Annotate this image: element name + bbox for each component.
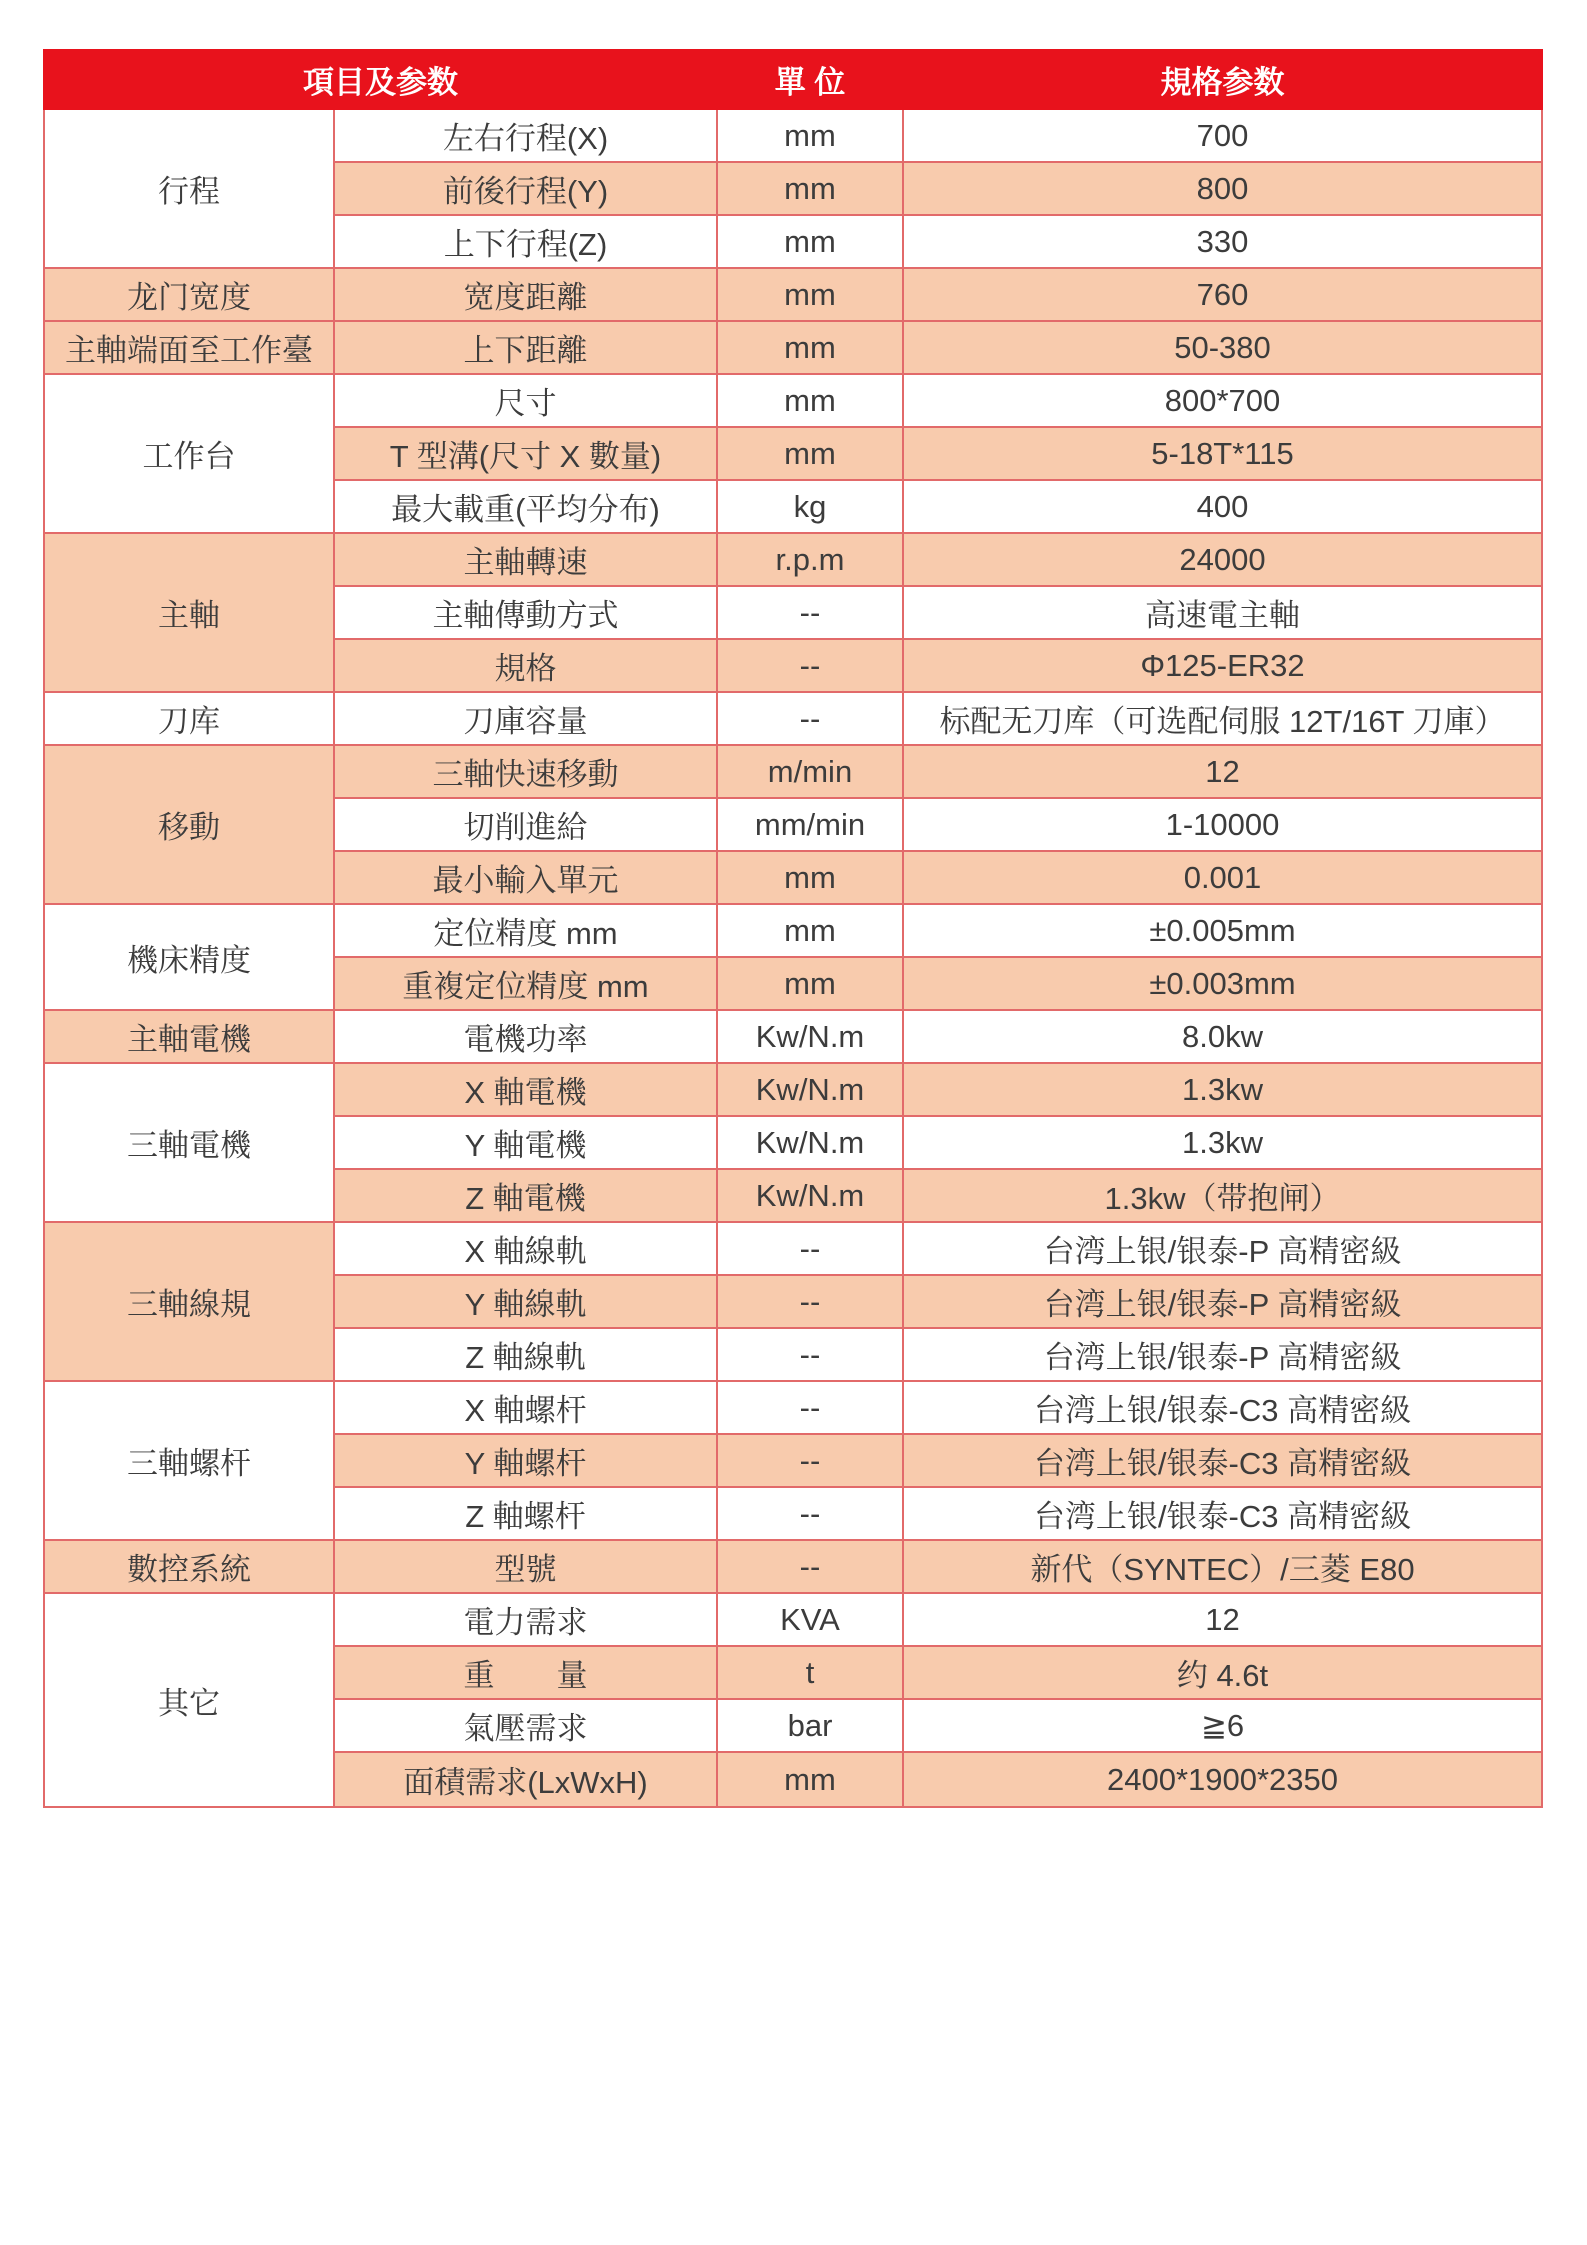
unit-cell: m/min xyxy=(717,745,903,798)
table-row xyxy=(44,1010,1542,1063)
spec-cell: ≧6 xyxy=(903,1699,1542,1752)
unit-cell: mm xyxy=(717,268,903,321)
unit-cell: mm xyxy=(717,1752,903,1807)
unit-cell: -- xyxy=(717,639,903,692)
spec-cell: 330 xyxy=(903,215,1542,268)
item-cell: Y 軸電機 xyxy=(334,1116,717,1169)
item-cell: Z 軸線軌 xyxy=(334,1328,717,1381)
spec-cell: 台湾上银/银泰-C3 高精密級 xyxy=(903,1381,1542,1434)
item-cell: 面積需求(LxWxH) xyxy=(334,1752,717,1807)
group-label: 機床精度 xyxy=(44,904,334,1010)
spec-cell: Φ125-ER32 xyxy=(903,639,1542,692)
group-label: 行程 xyxy=(44,109,334,268)
item-cell: 前後行程(Y) xyxy=(334,162,717,215)
spec-cell: 1.3kw（带抱闸） xyxy=(903,1169,1542,1222)
unit-cell: mm xyxy=(717,374,903,427)
spec-cell: 0.001 xyxy=(903,851,1542,904)
group-label: 工作台 xyxy=(44,374,334,533)
table-row xyxy=(44,1063,1542,1116)
unit-cell: mm xyxy=(717,957,903,1010)
table-row xyxy=(44,1222,1542,1275)
spec-cell: 新代（SYNTEC）/三菱 E80 xyxy=(903,1540,1542,1593)
item-cell: 重複定位精度 mm xyxy=(334,957,717,1010)
group-label: 龙门宽度 xyxy=(44,268,334,321)
spec-cell: 8.0kw xyxy=(903,1010,1542,1063)
table-row xyxy=(44,109,1542,162)
item-cell: T 型溝(尺寸 X 數量) xyxy=(334,427,717,480)
spec-cell: 5-18T*115 xyxy=(903,427,1542,480)
group-label: 三軸螺杆 xyxy=(44,1381,334,1540)
unit-cell: mm xyxy=(717,321,903,374)
item-cell: 刀庫容量 xyxy=(334,692,717,745)
table-row xyxy=(44,374,1542,427)
unit-cell: bar xyxy=(717,1699,903,1752)
item-cell: 電機功率 xyxy=(334,1010,717,1063)
item-cell: X 軸電機 xyxy=(334,1063,717,1116)
unit-cell: -- xyxy=(717,1328,903,1381)
unit-cell: Kw/N.m xyxy=(717,1116,903,1169)
item-cell: 氣壓需求 xyxy=(334,1699,717,1752)
table-header-row xyxy=(44,50,1542,109)
item-cell: 重 量 xyxy=(334,1646,717,1699)
spec-cell: 800 xyxy=(903,162,1542,215)
unit-cell: t xyxy=(717,1646,903,1699)
unit-cell: kg xyxy=(717,480,903,533)
item-cell: 尺寸 xyxy=(334,374,717,427)
item-cell: 型號 xyxy=(334,1540,717,1593)
item-cell: Z 軸電機 xyxy=(334,1169,717,1222)
unit-cell: mm xyxy=(717,851,903,904)
item-cell: X 軸線軌 xyxy=(334,1222,717,1275)
unit-cell: -- xyxy=(717,692,903,745)
header-unit: 單 位 xyxy=(717,50,903,109)
item-cell: X 軸螺杆 xyxy=(334,1381,717,1434)
item-cell: 主軸轉速 xyxy=(334,533,717,586)
spec-cell: 50-380 xyxy=(903,321,1542,374)
unit-cell: KVA xyxy=(717,1593,903,1646)
spec-cell: ±0.005mm xyxy=(903,904,1542,957)
group-label: 主軸電機 xyxy=(44,1010,334,1063)
spec-cell: 台湾上银/银泰-P 高精密級 xyxy=(903,1222,1542,1275)
spec-cell: 700 xyxy=(903,109,1542,162)
unit-cell: mm xyxy=(717,109,903,162)
spec-cell: 760 xyxy=(903,268,1542,321)
unit-cell: -- xyxy=(717,1487,903,1540)
spec-cell: 1-10000 xyxy=(903,798,1542,851)
item-cell: 電力需求 xyxy=(334,1593,717,1646)
item-cell: 左右行程(X) xyxy=(334,109,717,162)
table-row xyxy=(44,268,1542,321)
spec-cell: 400 xyxy=(903,480,1542,533)
item-cell: Y 軸線軌 xyxy=(334,1275,717,1328)
table-row xyxy=(44,1593,1542,1646)
table-row xyxy=(44,321,1542,374)
spec-cell: ±0.003mm xyxy=(903,957,1542,1010)
spec-cell: 12 xyxy=(903,1593,1542,1646)
spec-cell: 约 4.6t xyxy=(903,1646,1542,1699)
spec-cell: 台湾上银/银泰-P 高精密級 xyxy=(903,1328,1542,1381)
table-row xyxy=(44,533,1542,586)
group-label: 數控系統 xyxy=(44,1540,334,1593)
spec-cell: 1.3kw xyxy=(903,1116,1542,1169)
table-row xyxy=(44,1381,1542,1434)
unit-cell: mm/min xyxy=(717,798,903,851)
item-cell: 定位精度 mm xyxy=(334,904,717,957)
unit-cell: -- xyxy=(717,1275,903,1328)
item-cell: 主軸傳動方式 xyxy=(334,586,717,639)
item-cell: Z 軸螺杆 xyxy=(334,1487,717,1540)
unit-cell: mm xyxy=(717,904,903,957)
spec-cell: 高速電主軸 xyxy=(903,586,1542,639)
item-cell: 最大載重(平均分布) xyxy=(334,480,717,533)
item-cell: 規格 xyxy=(334,639,717,692)
unit-cell: Kw/N.m xyxy=(717,1063,903,1116)
spec-cell: 1.3kw xyxy=(903,1063,1542,1116)
spec-cell: 台湾上银/银泰-C3 高精密級 xyxy=(903,1487,1542,1540)
group-label: 三軸線規 xyxy=(44,1222,334,1381)
unit-cell: Kw/N.m xyxy=(717,1169,903,1222)
header-item: 項目及参数 xyxy=(44,50,717,109)
spec-cell: 12 xyxy=(903,745,1542,798)
group-label: 刀库 xyxy=(44,692,334,745)
item-cell: 最小輸入單元 xyxy=(334,851,717,904)
spec-cell: 800*700 xyxy=(903,374,1542,427)
group-label: 移動 xyxy=(44,745,334,904)
unit-cell: -- xyxy=(717,1222,903,1275)
unit-cell: -- xyxy=(717,1381,903,1434)
spec-cell: 标配无刀库（可选配伺服 12T/16T 刀庫） xyxy=(903,692,1542,745)
table-row xyxy=(44,904,1542,957)
unit-cell: mm xyxy=(717,162,903,215)
unit-cell: -- xyxy=(717,1540,903,1593)
table-row xyxy=(44,692,1542,745)
item-cell: 宽度距離 xyxy=(334,268,717,321)
item-cell: 三軸快速移動 xyxy=(334,745,717,798)
group-label: 主軸 xyxy=(44,533,334,692)
table-row xyxy=(44,1540,1542,1593)
unit-cell: Kw/N.m xyxy=(717,1010,903,1063)
unit-cell: -- xyxy=(717,1434,903,1487)
unit-cell: r.p.m xyxy=(717,533,903,586)
spec-cell: 2400*1900*2350 xyxy=(903,1752,1542,1807)
spec-table xyxy=(43,49,1543,1808)
table-row xyxy=(44,745,1542,798)
group-label: 其它 xyxy=(44,1593,334,1807)
item-cell: 切削進給 xyxy=(334,798,717,851)
unit-cell: mm xyxy=(717,215,903,268)
header-spec: 規格参数 xyxy=(903,50,1542,109)
group-label: 主軸端面至工作臺 xyxy=(44,321,334,374)
spec-cell: 台湾上银/银泰-C3 高精密級 xyxy=(903,1434,1542,1487)
item-cell: 上下行程(Z) xyxy=(334,215,717,268)
item-cell: 上下距離 xyxy=(334,321,717,374)
spec-cell: 台湾上银/银泰-P 高精密級 xyxy=(903,1275,1542,1328)
unit-cell: -- xyxy=(717,586,903,639)
item-cell: Y 軸螺杆 xyxy=(334,1434,717,1487)
spec-cell: 24000 xyxy=(903,533,1542,586)
unit-cell: mm xyxy=(717,427,903,480)
group-label: 三軸電機 xyxy=(44,1063,334,1222)
